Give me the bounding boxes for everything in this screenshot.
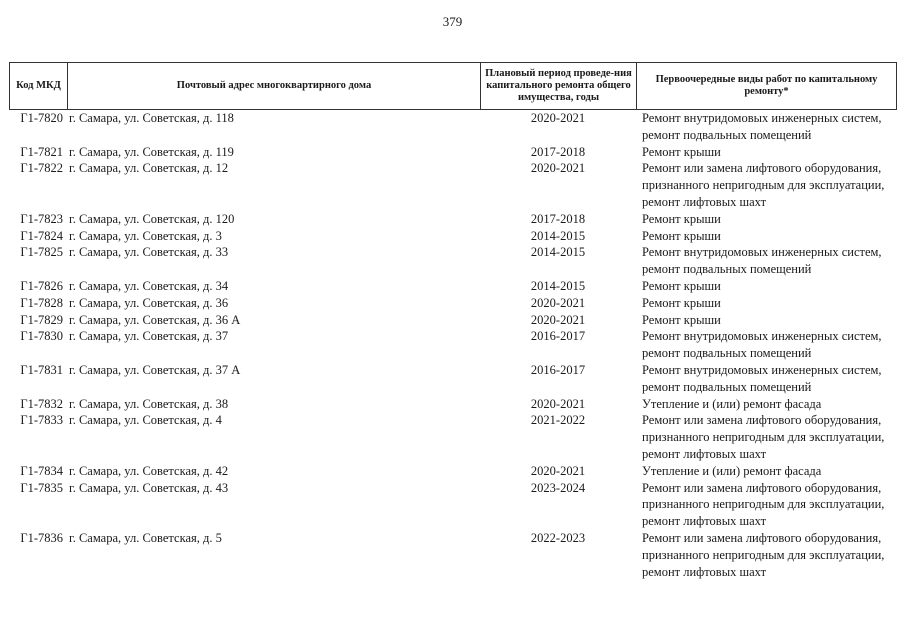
header-address: Почтовый адрес многоквартирного дома — [67, 63, 480, 109]
table-row — [9, 412, 897, 462]
row-address: г. Самара, ул. Советская, д. 34 — [69, 278, 229, 293]
table-row — [9, 530, 897, 580]
row-works: Ремонт внутридомовых инженерных систем, ремонт подвальных помещений — [642, 245, 882, 277]
table-row — [9, 362, 897, 396]
row-works: Ремонт или замена лифтового оборудования, признанного непригодным для эксплуатации, ремонт лифтовых шахт — [642, 530, 885, 579]
row-works: Ремонт внутридомовых инженерных систем, ремонт подвальных помещений — [642, 329, 882, 361]
row-code: Г1-7836 — [20, 530, 63, 545]
table-row — [9, 211, 897, 228]
row-works: Ремонт крыши — [642, 295, 721, 310]
row-address: г. Самара, ул. Советская, д. 4 — [69, 413, 222, 428]
row-works: Ремонт внутридомовых инженерных систем, ремонт подвальных помещений — [642, 111, 882, 142]
row-code: Г1-7831 — [20, 362, 63, 377]
row-period: 2014-2015 — [530, 245, 586, 260]
row-works: Ремонт крыши — [642, 278, 721, 293]
header-code: Код МКД — [9, 63, 67, 109]
table-row — [9, 160, 897, 210]
row-period: 2017-2018 — [530, 144, 586, 159]
row-code: Г1-7822 — [20, 161, 63, 176]
row-code: Г1-7824 — [20, 228, 63, 243]
row-address: г. Самара, ул. Советская, д. 37 — [69, 329, 229, 344]
table-row — [9, 110, 897, 144]
row-code: Г1-7834 — [20, 463, 63, 478]
row-period: 2020-2021 — [530, 295, 586, 310]
row-address: г. Самара, ул. Советская, д. 12 — [69, 161, 229, 176]
row-address: г. Самара, ул. Советская, д. 36 А — [69, 312, 241, 327]
table-row — [9, 244, 897, 278]
row-code: Г1-7829 — [20, 312, 63, 327]
row-address: г. Самара, ул. Советская, д. 5 — [69, 530, 222, 545]
row-period: 2020-2021 — [530, 463, 586, 478]
table-row — [9, 228, 897, 245]
row-works: Ремонт или замена лифтового оборудования, признанного непригодным для эксплуатации, ремонт лифтовых шахт — [642, 161, 885, 209]
row-period: 2020-2021 — [530, 111, 586, 125]
row-address: г. Самара, ул. Советская, д. 38 — [69, 396, 229, 411]
table-row — [9, 312, 897, 329]
row-period: 2020-2021 — [530, 312, 586, 327]
table-row — [9, 480, 897, 530]
row-address: г. Самара, ул. Советская, д. 119 — [69, 144, 234, 159]
row-works: Утепление и (или) ремонт фасада — [642, 396, 822, 411]
row-period: 2014-2015 — [530, 228, 586, 243]
table-row — [9, 278, 897, 295]
header-period: Плановый период проведе-ния капитального ремонта общего имущества, годы — [480, 63, 636, 109]
row-period: 2023-2024 — [530, 480, 586, 495]
row-address: г. Самара, ул. Советская, д. 37 А — [69, 362, 241, 377]
row-code: Г1-7820 — [20, 111, 63, 125]
row-period: 2014-2015 — [530, 278, 586, 293]
table-row — [9, 295, 897, 312]
row-address: г. Самара, ул. Советская, д. 42 — [69, 463, 229, 478]
table-header — [9, 62, 897, 110]
table-row — [9, 396, 897, 413]
row-works: Ремонт крыши — [642, 211, 721, 226]
row-works: Ремонт крыши — [642, 228, 721, 243]
row-code: Г1-7833 — [20, 413, 63, 428]
row-period: 2020-2021 — [530, 161, 586, 176]
row-code: Г1-7825 — [20, 245, 63, 260]
row-code: Г1-7826 — [20, 278, 63, 293]
row-code: Г1-7823 — [20, 211, 63, 226]
row-code: Г1-7828 — [20, 295, 63, 310]
row-address: г. Самара, ул. Советская, д. 36 — [69, 295, 229, 310]
row-address: г. Самара, ул. Советская, д. 3 — [69, 228, 222, 243]
table-row — [9, 463, 897, 480]
row-code: Г1-7830 — [20, 329, 63, 344]
row-works: Ремонт или замена лифтового оборудования, признанного непригодным для эксплуатации, ремонт лифтовых шахт — [642, 480, 885, 529]
row-works: Ремонт внутридомовых инженерных систем, ремонт подвальных помещений — [642, 362, 882, 394]
row-period: 2021-2022 — [530, 413, 586, 428]
page-number: 379 — [442, 14, 463, 29]
row-works: Ремонт или замена лифтового оборудования, признанного непригодным для эксплуатации, ремонт лифтовых шахт — [642, 413, 885, 461]
table-row — [9, 328, 897, 362]
row-period: 2016-2017 — [530, 362, 586, 377]
row-period: 2022-2023 — [530, 530, 586, 545]
row-code: Г1-7832 — [20, 396, 63, 411]
row-works: Ремонт крыши — [642, 144, 721, 159]
row-works: Ремонт крыши — [642, 312, 721, 327]
row-period: 2017-2018 — [530, 211, 586, 226]
row-address: г. Самара, ул. Советская, д. 43 — [69, 480, 229, 495]
row-address: г. Самара, ул. Советская, д. 120 — [69, 211, 235, 226]
row-code: Г1-7821 — [20, 144, 63, 159]
row-address: г. Самара, ул. Советская, д. 118 — [69, 111, 234, 125]
table-body — [9, 110, 897, 580]
header-works: Первоочередные виды работ по капитальному ремонту* — [636, 63, 897, 109]
row-code: Г1-7835 — [20, 480, 63, 495]
table-row — [9, 144, 897, 161]
row-period: 2016-2017 — [530, 329, 586, 344]
row-period: 2020-2021 — [530, 396, 586, 411]
row-address: г. Самара, ул. Советская, д. 33 — [69, 245, 229, 260]
row-works: Утепление и (или) ремонт фасада — [642, 463, 822, 478]
